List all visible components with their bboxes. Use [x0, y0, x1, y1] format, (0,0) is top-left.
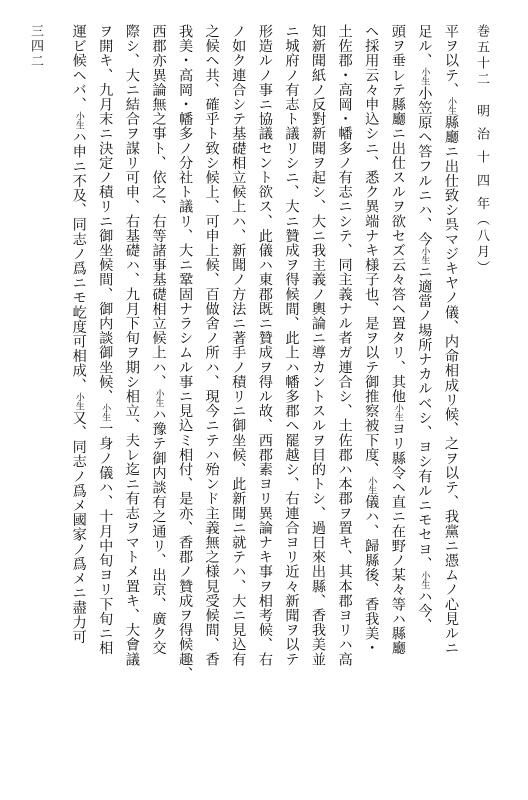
text-segment: 頭ヲ垂レテ縣廳ニ出仕スルヲ欲セズ云々答ヘ置タリ、其他 [389, 24, 406, 404]
text-segment: 又、同志ノ爲メ國家ノ爲メニ盡力可 [70, 410, 87, 645]
small-annotation: 小生 [446, 97, 456, 115]
text-segment: ノ如ク連合シテ基礎相立候上ハ、新聞ノ方法ニ著手ノ積リニ御坐候、此新聞ニ就テハ、大ニ見込有 [230, 24, 247, 667]
text-line [118, 24, 145, 784]
small-annotation: 小生 [100, 403, 111, 422]
small-annotation: 小生 [73, 392, 84, 411]
text-line [198, 24, 225, 784]
text-segment: 平ヲ以テ、 [443, 24, 459, 97]
text-segment: ヘ採用云々申込シニ、悉ク異端ナキ様子也、是ヲ以テ御推察被下度、 [363, 24, 380, 477]
text-segment: ハ今、 [416, 589, 433, 633]
text-line [171, 24, 198, 784]
text-segment: 小笠原ヘ答フルニハ、今 [416, 85, 433, 247]
small-annotation: 小生 [419, 67, 430, 86]
text-segment: ハ豫テ御内談有之通リ、出京、廣ク交 [150, 407, 167, 656]
text-segment: 際シ、大ニ結合ヲ謀リ可申、右基礎ハ、九月下旬ヲ期シ相立、夫レ迄ニ有志ヲマトメ置キ、大會議 [123, 24, 140, 667]
body-text [28, 24, 464, 784]
small-annotation: 小生 [366, 476, 377, 495]
page-number: 三四二 [28, 24, 43, 69]
text-line [437, 24, 464, 784]
text-line [411, 24, 438, 784]
small-annotation: 小生 [73, 111, 84, 130]
running-header: 巻五十二 明 治 十 四 年（八月） [474, 24, 489, 277]
text-segment: 之候ヘ共、確乎ト致シ候上、可申上候、百做舍ノ所ハ、現今ニテハ殆ンド主義無之様見受候間、香 [203, 24, 220, 667]
text-line [278, 24, 305, 784]
text-segment: 形造ルノ事ニ協議セント欲ス、此儀ハ東郡既ニ贊成ヲ得ル故、西郡素ヨリ異論ナキ事ヲ相考候、右 [256, 24, 273, 667]
text-line [225, 24, 252, 784]
text-line [331, 24, 358, 784]
text-segment: ヨリ縣令ヘ直ニ在野ノ某々等ハ縣廳 [389, 421, 406, 656]
text-segment: ヲ開キ、九月末ニ決定ノ積リニ御坐候間、御内談御坐候、 [97, 24, 114, 404]
text-segment: 西郡亦異論無之事ト、依之、右等諸事基礎相立候上ハ、 [150, 24, 167, 389]
text-segment: 足ル、 [416, 24, 433, 68]
text-line [251, 24, 278, 784]
text-line [358, 24, 385, 784]
text-segment: 知新聞紙ノ反對新聞ヲ起シ、大ニ我主義ノ輿論ニ導カントスルヲ目的トシ、過日來出縣、香我美並 [310, 24, 327, 667]
text-segment: 縣廳ニ出仕致シ呉マジキヤノ儀、内命相成リ候、之ヲ以テ、我黨ニ憑ムノ心見ルニ [443, 115, 459, 656]
small-annotation: 小生 [392, 403, 403, 422]
text-segment: ニ適當ノ場所ナカルベシ、ヨシ有ルニモセヨ、 [416, 264, 433, 572]
text-segment: 我美・高岡・幡多ノ分社ト議リ、大ニ鞏固ナラシムル事ニ見込ミ相付、是亦、香郡ノ贊成ヲ得候趣、 [177, 24, 194, 681]
text-segment: 儀ハ、歸縣後、香我美・ [363, 494, 380, 656]
text-segment: 運ビ候ヘバ、 [70, 24, 87, 112]
small-annotation: 小生 [419, 571, 430, 590]
text-segment: ハ申ニ不及、同志ノ爲ニモ屹度可相成、 [70, 129, 87, 393]
text-segment: 土佐郡・高岡・幡多ノ有志ニシテ、同主義ナル者ガ連合シ、土佐郡ハ本郡ヲ置キ、其本郡ヨリハ高 [336, 24, 353, 667]
text-line [304, 24, 331, 784]
text-segment: ニ城府ノ有志ト議リシニ、大ニ贊成ヲ得候間、此上ハ幡多郡ヘ罷越シ、右連合ヨリ近々新聞ヲ以テ [283, 24, 300, 667]
small-annotation: 小生 [153, 389, 164, 407]
text-segment: 一身ノ儀ハ、十月中旬ヨリ下旬ニ相 [97, 421, 114, 656]
text-line [384, 24, 411, 784]
small-annotation: 小生 [419, 246, 430, 265]
text-line [92, 24, 119, 784]
text-line [145, 24, 172, 784]
text-line [65, 24, 92, 784]
